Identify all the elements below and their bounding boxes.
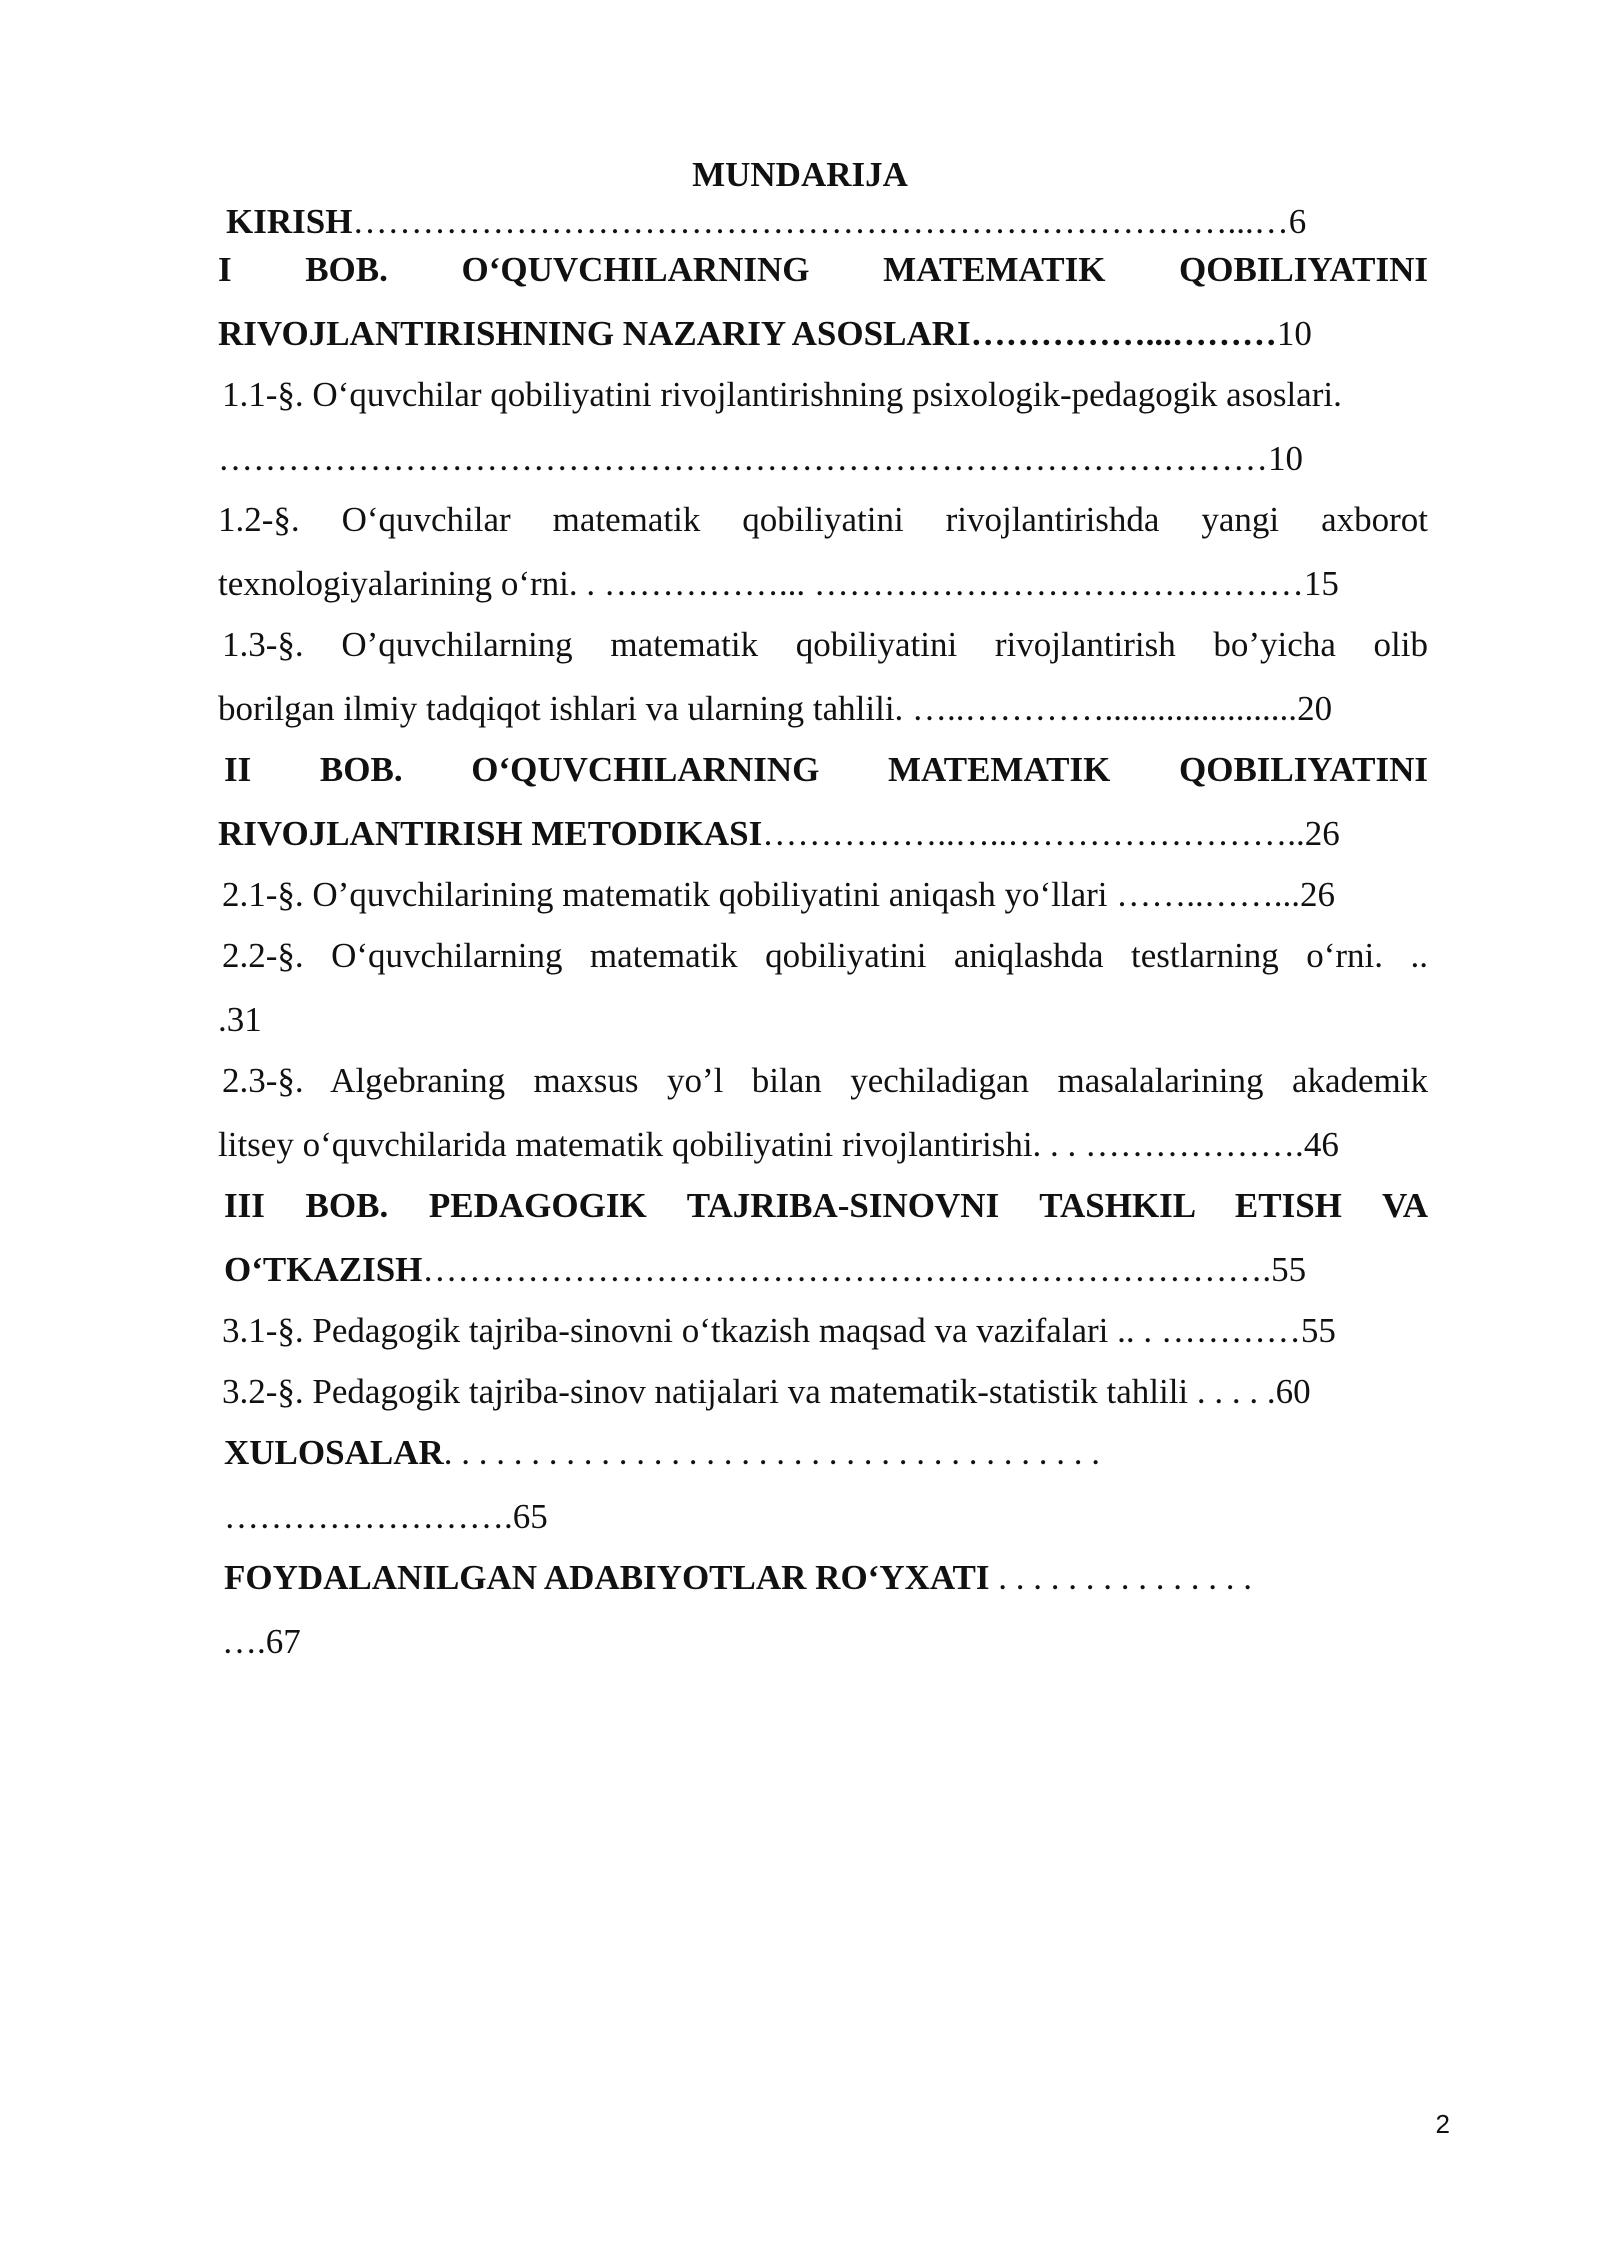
toc-entry-adabiyotlar-line2: ….67 xyxy=(222,1622,301,1661)
toc-entry-1-2-line2: texnologiyalarining o‘rni. . ……………... ……………………………………15 xyxy=(218,564,1339,603)
toc-entry-xulosalar-line2: …………………….65 xyxy=(224,1497,548,1536)
page-number: 2 xyxy=(1435,2109,1450,2139)
toc-entry-bob2-line1: II BOB. O‘QUVCHILARNING MATEMATIK QOBILIYATINI xyxy=(224,750,1428,789)
toc-entry-2-1: 2.1-§. O’quvchilarining matematik qobiliyatini aniqash yo‘llari ……..……...26 xyxy=(222,875,1335,914)
toc-entry-1-1-line1: 1.1-§. O‘quvchilar qobiliyatini rivojlantirishning psixologik-pedagogik asoslari. xyxy=(222,375,1342,414)
toc-entry-1-3-line1: 1.3-§. O’quvchilarning matematik qobiliyatini rivojlantirish bo’yicha olib xyxy=(222,625,1428,664)
toc-entry-xulosalar-line1: XULOSALAR. . . . . . . . . . . . . . . . . . . . . . . . . . . . . . . . . . . . . . xyxy=(224,1433,1101,1472)
toc-entry-adabiyotlar-line1: FOYDALANILGAN ADABIYOTLAR RO‘YXATI . . . . . . . . . . . . . . . xyxy=(224,1558,1253,1597)
toc-entry-bob3-line2: O‘TKAZISH……………………………………………………………….55 xyxy=(224,1250,1307,1289)
toc-entry-2-3-line1: 2.3-§. Algebraning maxsus yo’l bilan yechiladigan masalalarining akademik xyxy=(222,1061,1428,1100)
toc-entry-1-3-line2: borilgan ilmiy tadqiqot ishlari va ularning tahlili. …..…………......................20 xyxy=(218,689,1333,728)
toc-entry-3-1: 3.1-§. Pedagogik tajriba-sinovni o‘tkazish maqsad va vazifalari .. . …………55 xyxy=(222,1311,1336,1350)
toc-entry-1-1-line2: ………………………………………………………………………………10 xyxy=(218,439,1303,478)
toc-entry-bob1-line1: I BOB. O‘QUVCHILARNING MATEMATIK QOBILIYATINI xyxy=(218,250,1428,289)
toc-entry-2-2-line1: 2.2-§. O‘quvchilarning matematik qobiliyatini aniqlashda testlarning o‘rni. .. xyxy=(222,936,1428,975)
toc-entry-2-2-line2: .31 xyxy=(218,1000,262,1039)
toc-title: MUNDARIJA xyxy=(692,155,908,194)
toc-entry-2-3-line2: litsey o‘quvchilarida matematik qobiliyatini rivojlantirishi. . . ……………….46 xyxy=(218,1125,1339,1164)
toc-entry-bob1-line2: RIVOJLANTIRISHNING NAZARIY ASOSLARI……………...………10 xyxy=(218,314,1312,353)
toc-entry-3-2: 3.2-§. Pedagogik tajriba-sinov natijalari va matematik-statistik tahlili . . . . .60 xyxy=(222,1372,1311,1411)
toc-entry-kirish: KIRISH…………………………………………………………………...…6 xyxy=(226,202,1307,241)
toc-entry-1-2-line1: 1.2-§. O‘quvchilar matematik qobiliyatini rivojlantirishda yangi axborot xyxy=(218,500,1428,539)
toc-entry-bob2-line2: RIVOJLANTIRISH METODIKASI……………..…..……………………..26 xyxy=(218,814,1340,853)
toc-entry-bob3-line1: III BOB. PEDAGOGIK TAJRIBA-SINOVNI TASHKIL ETISH VA xyxy=(224,1186,1428,1225)
